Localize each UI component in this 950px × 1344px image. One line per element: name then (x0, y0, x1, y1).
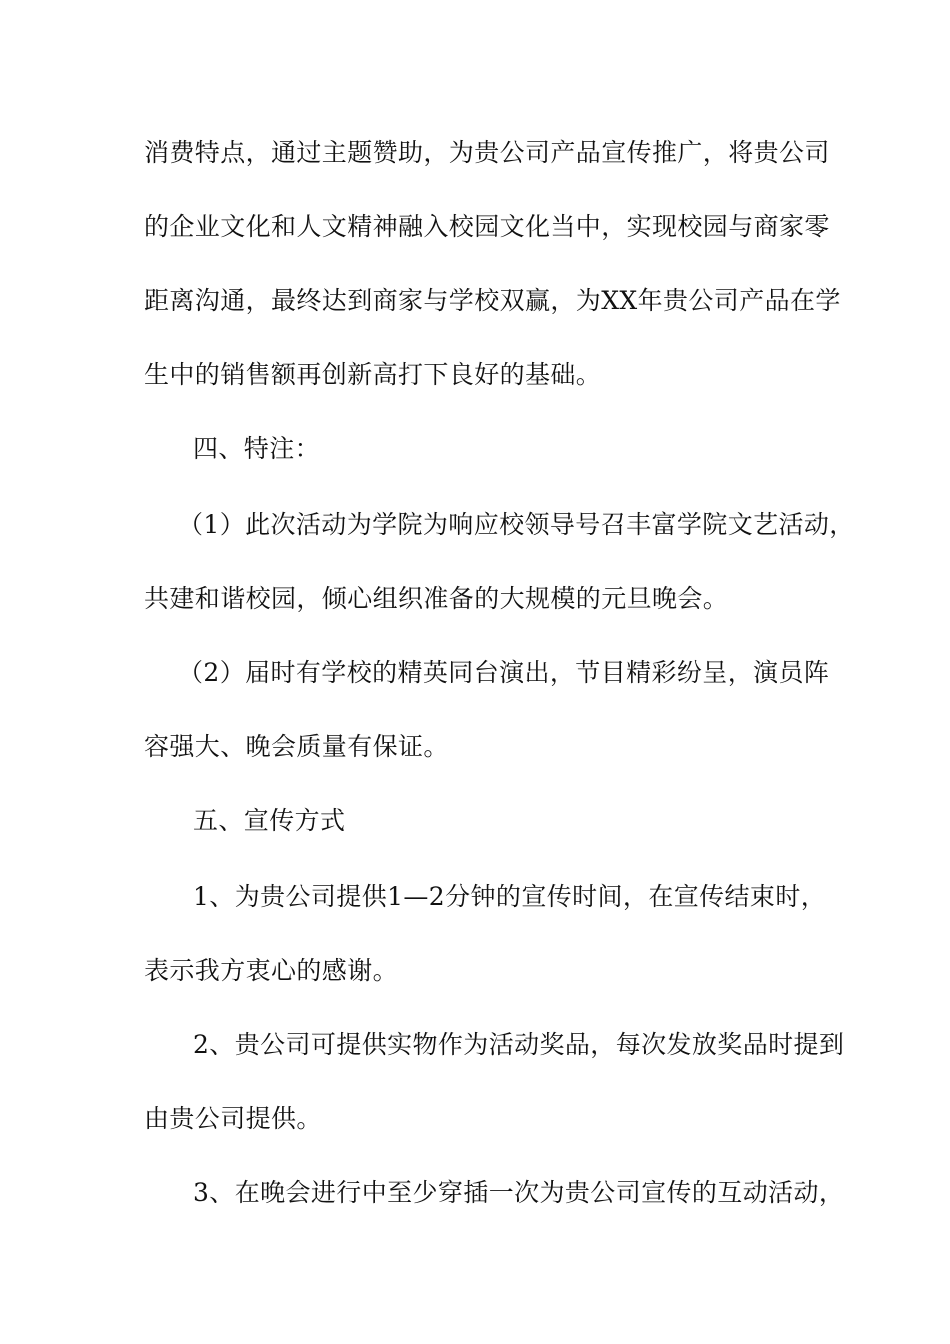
paragraph-line: 表示我方衷心的感谢。 (144, 956, 399, 985)
paragraph-line: 2、贵公司可提供实物作为活动奖品，每次发放奖品时提到 (193, 1030, 845, 1059)
paragraph-line: 距离沟通，最终达到商家与学校双赢，为XX年贵公司产品在学 (144, 286, 841, 315)
paragraph-line: 消费特点，通过主题赞助，为贵公司产品宣传推广，将贵公司 (144, 138, 830, 167)
paragraph-line: 的企业文化和人文精神融入校园文化当中，实现校园与商家零 (144, 212, 830, 241)
paragraph-line: （1）此次活动为学院为响应校领导号召丰富学院文艺活动， (178, 510, 855, 539)
paragraph-line: （2）届时有学校的精英同台演出，节目精彩纷呈，演员阵 (178, 658, 830, 687)
section-heading: 四、特注： (193, 434, 321, 463)
paragraph-line: 1、为贵公司提供1—2分钟的宣传时间，在宣传结束时， (193, 882, 827, 911)
paragraph-line: 容强大、晚会质量有保证。 (144, 732, 449, 761)
section-heading: 五、宣传方式 (193, 806, 346, 835)
paragraph-line: 共建和谐校园，倾心组织准备的大规模的元旦晚会。 (144, 584, 729, 613)
paragraph-line: 生中的销售额再创新高打下良好的基础。 (144, 360, 602, 389)
paragraph-line: 由贵公司提供。 (144, 1104, 322, 1133)
paragraph-line: 3、在晚会进行中至少穿插一次为贵公司宣传的互动活动， (193, 1178, 845, 1207)
